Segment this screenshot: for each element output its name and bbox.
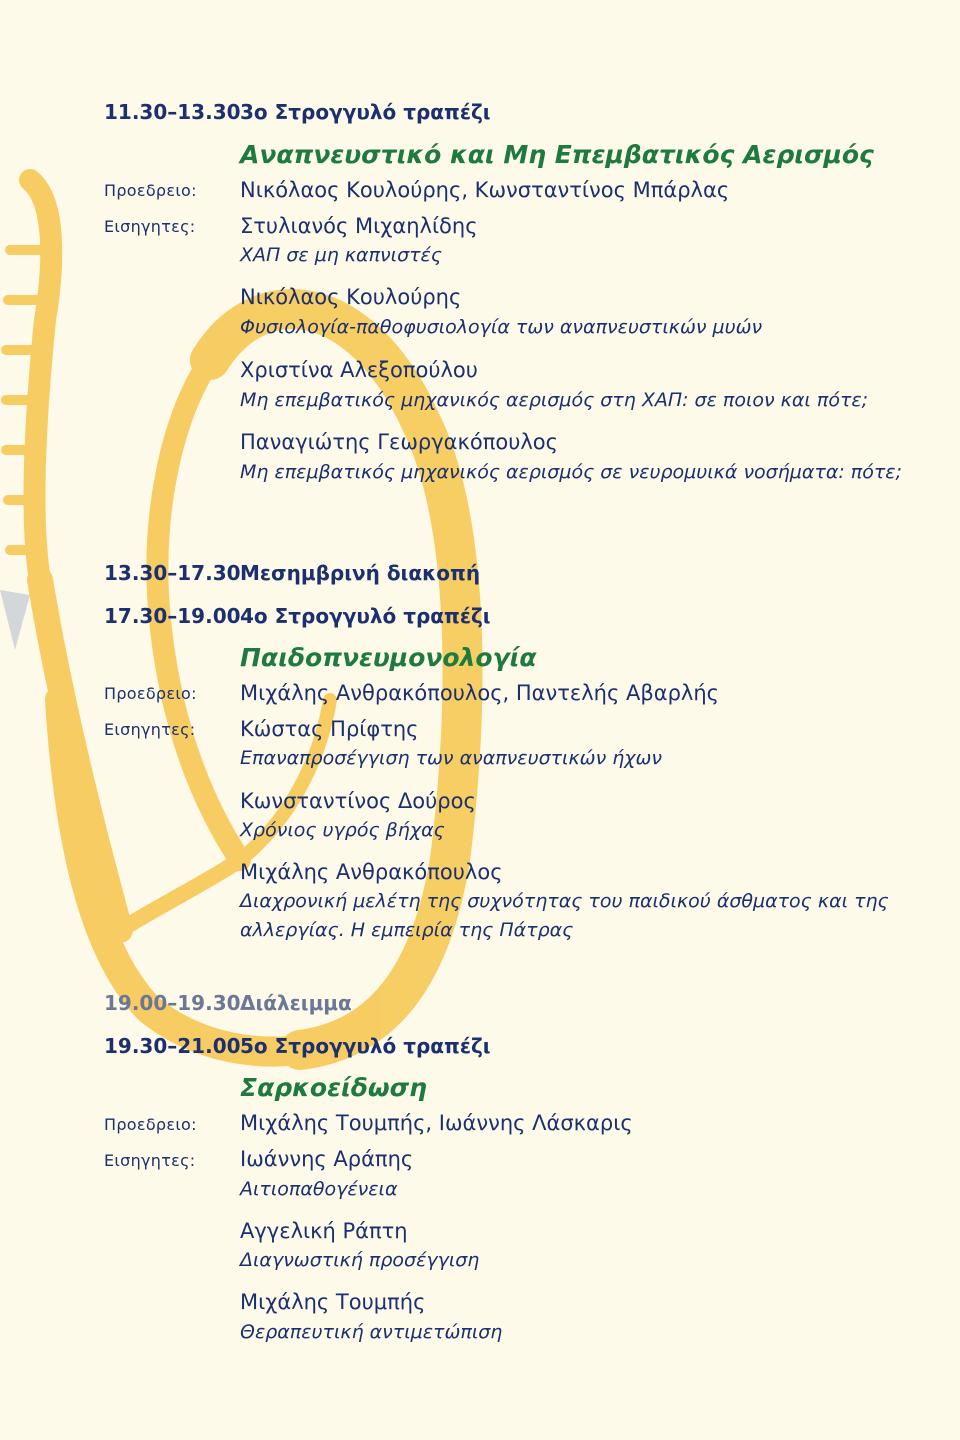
chairs-names: Μιχάλης Τουμπής, Ιωάννης Λάσκαρις [240, 1111, 633, 1135]
talk-title: Μη επεμβατικός μηχανικός αερισμός σε νευρομυικά νοσήματα: πότε; [240, 461, 902, 483]
speaker-name: Κωνσταντίνος Δούρος [240, 789, 476, 813]
session-time: 11.30–13.30 [104, 100, 241, 124]
speaker-name: Κώστας Πρίφτης [240, 717, 419, 741]
speaker-name: Μιχάλης Ανθρακόπουλος [240, 860, 503, 884]
speaker-name: Χριστίνα Αλεξοπούλου [240, 358, 478, 382]
speaker-name: Μιχάλης Τουμπής [240, 1290, 426, 1314]
session-time: 19.30–21.00 [104, 1034, 241, 1058]
talk-title: Διαγνωστική προσέγγιση [240, 1249, 480, 1271]
session-topic: Αναπνευστικό και Μη Επεμβατικός Αερισμός [240, 140, 874, 169]
speaker-name: Ιωάννης Αράπης [240, 1147, 414, 1171]
session-topic: Παιδοπνευμονολογία [240, 643, 537, 672]
speaker-name: Αγγελική Ράπτη [240, 1219, 408, 1243]
speaker-name: Στυλιανός Μιχαηλίδης [240, 214, 478, 238]
session-title: Διάλειμμα [240, 991, 352, 1015]
speakers-label: Εισηγητες: [104, 720, 196, 739]
session-title: 4ο Στρογγυλό τραπέζι [240, 604, 491, 628]
session-time: 17.30–19.00 [104, 604, 241, 628]
speakers-label: Εισηγητες: [104, 217, 196, 236]
session-title: 5ο Στρογγυλό τραπέζι [240, 1034, 491, 1058]
talk-title: Επαναπροσέγγιση των αναπνευστικών ήχων [240, 747, 663, 769]
talk-title: Αιτιοπαθογένεια [240, 1178, 398, 1200]
talk-title: Θεραπευτική αντιμετώπιση [240, 1321, 503, 1343]
session-topic: Σαρκοείδωση [240, 1073, 427, 1102]
talk-title: Φυσιολογία-παθοφυσιολογία των αναπνευστικών μυών [240, 316, 763, 338]
chairs-names: Νικόλαος Κουλούρης, Κωνσταντίνος Μπάρλας [240, 178, 730, 202]
chairs-label: Προεδρειο: [104, 1115, 197, 1134]
talk-title-continued: αλλεργίας. Η εμπειρία της Πάτρας [240, 919, 574, 941]
talk-title: Χρόνιος υγρός βήχας [240, 819, 445, 841]
talk-title: ΧΑΠ σε μη καπνιστές [240, 244, 442, 266]
chairs-label: Προεδρειο: [104, 181, 197, 200]
speaker-name: Νικόλαος Κουλούρης [240, 285, 462, 309]
talk-title: Μη επεμβατικός μηχανικός αερισμός στη ΧΑΠ: σε ποιον και πότε; [240, 389, 869, 411]
speakers-label: Εισηγητες: [104, 1151, 196, 1170]
talk-title: Διαχρονική μελέτη της συχνότητας του παιδικού άσθματος και της [240, 890, 889, 912]
session-time: 19.00–19.30 [104, 991, 241, 1015]
session-title: 3ο Στρογγυλό τραπέζι [240, 100, 491, 124]
speaker-name: Παναγιώτης Γεωργακόπουλος [240, 430, 558, 454]
session-title: Μεσημβρινή διακοπή [240, 561, 481, 585]
session-time: 13.30–17.30 [104, 561, 241, 585]
chairs-names: Μιχάλης Ανθρακόπουλος, Παντελής Αβαρλής [240, 681, 719, 705]
chairs-label: Προεδρειο: [104, 684, 197, 703]
